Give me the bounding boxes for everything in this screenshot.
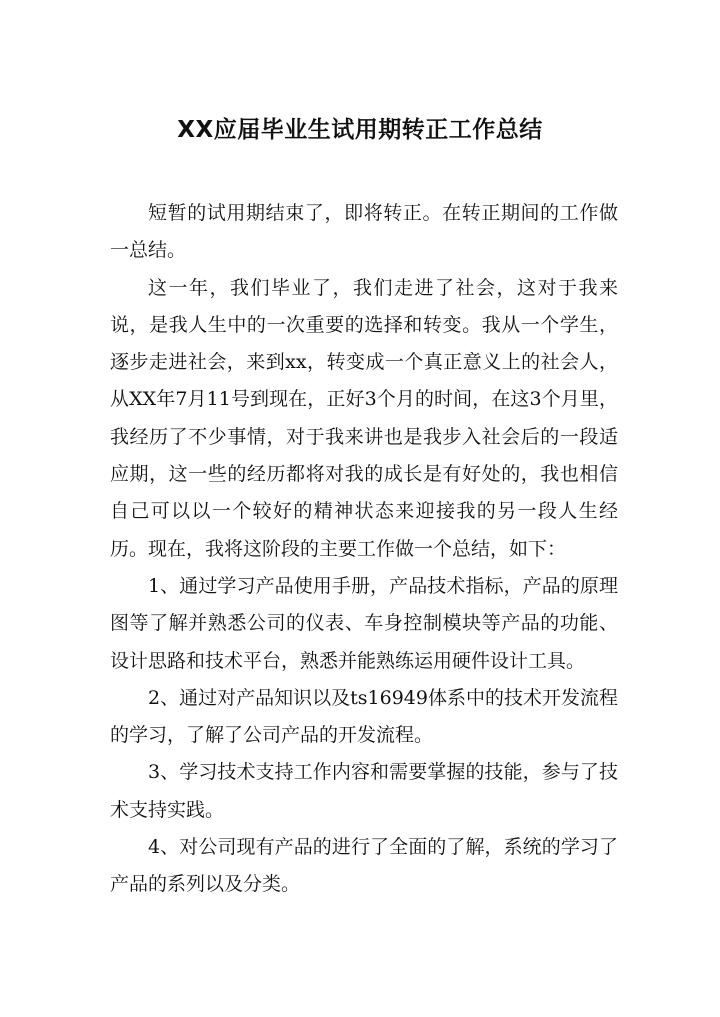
paragraph-item-2: 2、通过对产品知识以及ts16949体系中的技术开发流程的学习，了解了公司产品的开发流程。 [110,686,618,747]
paragraph-item-1: 1、通过学习产品使用手册，产品技术指标，产品的原理图等了解并熟悉公司的仪表、车身控制模块等产品的功能、设计思路和技术平台，熟悉并能熟练运用硬件设计工具。 [110,574,618,672]
paragraph-intro: 短暂的试用期结束了，即将转正。在转正期间的工作做一总结。 [110,202,618,262]
paragraph-item-3: 3、学习技术支持工作内容和需要掌握的技能，参与了技术支持实践。 [110,761,618,821]
document-title: XX应届毕业生试用期转正工作总结 [177,117,543,143]
paragraph-background: 这一年，我们毕业了，我们走进了社会，这对于我来说，是我人生中的一次重要的选择和转变。我从一个学生，逐步走进社会，来到xx，转变成一个真正意义上的社会人，从XX年7月11号到现在，正好3个月的时间，在这3个月里，我经历了不少事情，对于我来讲也是我步入社会后的一段适应期，这一些的经历都将对我的成长是有好处的，我也相信自己可以以一个较好的精神状态来迎接我的另一段人生经历。现在，我将这阶段的主要工作做一个总结，如下： [110,276,618,560]
paragraph-item-4: 4、对公司现有产品的进行了全面的了解，系统的学习了产品的系列以及分类。 [110,836,618,896]
document-body [110,195,618,904]
